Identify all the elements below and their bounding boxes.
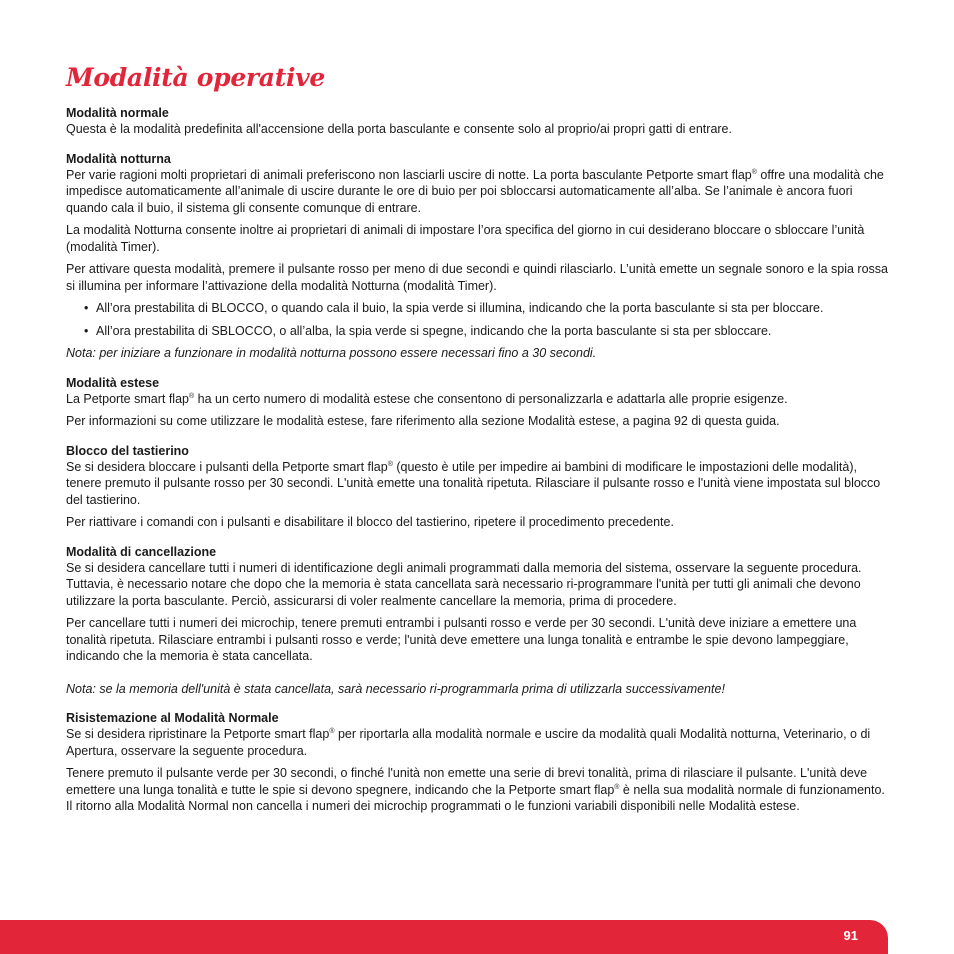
section-heading: Modalità estese (66, 375, 160, 390)
registered-mark: ® (329, 727, 335, 735)
document-page (66, 62, 891, 821)
registered-mark: ® (751, 168, 757, 176)
section-heading: Modalità normale (66, 106, 169, 120)
list-item-text: All’ora prestabilita di SBLOCCO, o all’alba, la spia verde si spegne, indicando che la porta basculante si sta per sbloccare. (96, 323, 772, 338)
registered-mark: ® (188, 392, 195, 400)
list-item (84, 300, 891, 317)
paragraph: Questa è la modalità predefinita all'accensione della porta basculante e consente solo al proprio/ai propri gatti di entrare. (66, 122, 732, 136)
text-run: ha un certo numero di modalità estese che consentono di personalizzarla e adattarla alle proprie esigenze. (194, 391, 788, 406)
registered-mark: ® (614, 783, 620, 791)
bullet-list (66, 300, 891, 339)
list-item-text: All’ora prestabilita di BLOCCO, o quando cala il buio, la spia verde si illumina, indicando che la porta basculante si sta per bloccare. (96, 301, 824, 315)
text-run: Se si desidera ripristinare la Petporte smart flap (66, 727, 330, 741)
text-run: è nella sua modalità normale di funzionamento. Il ritorno alla Modalità Normal non cancella i numeri dei microchip programmati o le funzioni variabili disponibili nelle Modalità estese. (66, 782, 885, 813)
section-delete-mode (66, 544, 891, 698)
note: Nota: per iniziare a funzionare in modalità notturna possono essere necessari fino a 30 secondi. (66, 346, 597, 360)
section-heading: Modalità di cancellazione (66, 544, 217, 559)
paragraph: Per cancellare tutti i numeri dei microchip, tenere premuti entrambi i pulsanti rosso e verde per 30 secondi. L'unità deve iniziare a emettere una tonalità ripetuta. Rilasciare entrambi i pulsanti rosso e verde; l'unità deve emettere una lunga tonalità e entrambe le spie devono lampeggiare, indicando che la memoria è stata cancellata. (66, 616, 857, 663)
text-run: Se si desidera bloccare i pulsanti della Petporte smart flap (66, 459, 388, 474)
paragraph: La modalità Notturna consente inoltre ai proprietari di animali di impostare l’ora specifica del giorno in cui desiderano bloccare o sbloccare l’unità (modalità Timer). (66, 223, 865, 254)
section-reset-normal-mode (66, 710, 891, 815)
section-heading: Risistemazione al Modalità Normale (66, 711, 279, 725)
page-title: Modalità operative (66, 63, 325, 92)
paragraph (66, 765, 891, 815)
list-item (84, 323, 891, 340)
section-night-mode (66, 151, 891, 362)
paragraph: Per informazioni su come utilizzare le modalità estese, fare riferimento alla sezione Modalità estese, a pagina 92 di questa guida. (66, 414, 780, 428)
footer-bar (0, 920, 888, 954)
paragraph: Per attivare questa modalità, premere il pulsante rosso per meno di due secondi e quindi rilasciarlo. L’unità emette un segnale sonoro e la spia rossa si illumina per informare l’attivazione della modalità Notturna (modalità Timer). (66, 262, 888, 293)
text-run: Per varie ragioni molti proprietari di animali preferiscono non lasciarli uscire di notte. La porta basculante Petporte smart flap (66, 167, 752, 182)
note: Nota: se la memoria dell'unità è stata cancellata, sarà necessario ri-programmarla prima di utilizzarla successivamente! (66, 681, 725, 696)
text-run: per riportarla alla modalità normale e uscire da modalità quali Modalità notturna, Veterinario, o di Apertura, osservare la seguente procedura. (66, 727, 871, 758)
paragraph: Per riattivare i comandi con i pulsanti e disabilitare il blocco del tastierino, ripetere il procedimento precedente. (66, 515, 674, 529)
paragraph (66, 391, 891, 408)
section-normal-mode (66, 105, 891, 138)
section-heading: Blocco del tastierino (66, 443, 189, 458)
bullet-icon: • (84, 301, 89, 315)
paragraph: Se si desidera cancellare tutti i numeri di identificazione degli animali programmati dalla memoria del sistema, osservare la seguente procedura. Tuttavia, è necessario notare che dopo che la memoria è stata cancellata sarà necessario ri-programmare l'unità per tutti gli animali che devono utilizzare la porta basculante. Perciò, assicurarsi di voler realmente cancellare la memoria, prima di procedere. (66, 560, 862, 608)
registered-mark: ® (387, 460, 393, 468)
text-run: La Petporte smart flap (66, 391, 189, 406)
paragraph (66, 726, 891, 759)
paragraph (66, 167, 891, 217)
paragraph (66, 459, 891, 509)
text-run: (questo è utile per impedire ai bambini di modificare le impostazioni delle modalità), tenere premuto il pulsante rosso per 30 secondi. L'unità emette una tonalità ripetuta. Rilasciare il pulsante rosso e l'unità viene impostata sul blocco del tastierino. (66, 459, 881, 507)
text-run: offre una modalità che impedisce automaticamente all’animale di uscire durante le ore di buio per poi sbloccarsi automaticamente all’alba. Se l’animale è ancora fuori quando cala il buio, il sistema gli consente comunque di entrare. (66, 167, 884, 215)
page-number: 91 (843, 928, 858, 943)
text-run: Tenere premuto il pulsante verde per 30 secondi, o finché l'unità non emette una serie di brevi tonalità, prima di rilasciare il pulsante. L'unità deve emettere una lunga tonalità e tutte le spie si devono spegnere, indicando che la Petporte smart flap (66, 766, 868, 797)
section-extended-modes (66, 375, 891, 430)
section-heading: Modalità notturna (66, 151, 171, 166)
bullet-icon: • (84, 323, 89, 338)
section-keypad-lock (66, 443, 891, 531)
